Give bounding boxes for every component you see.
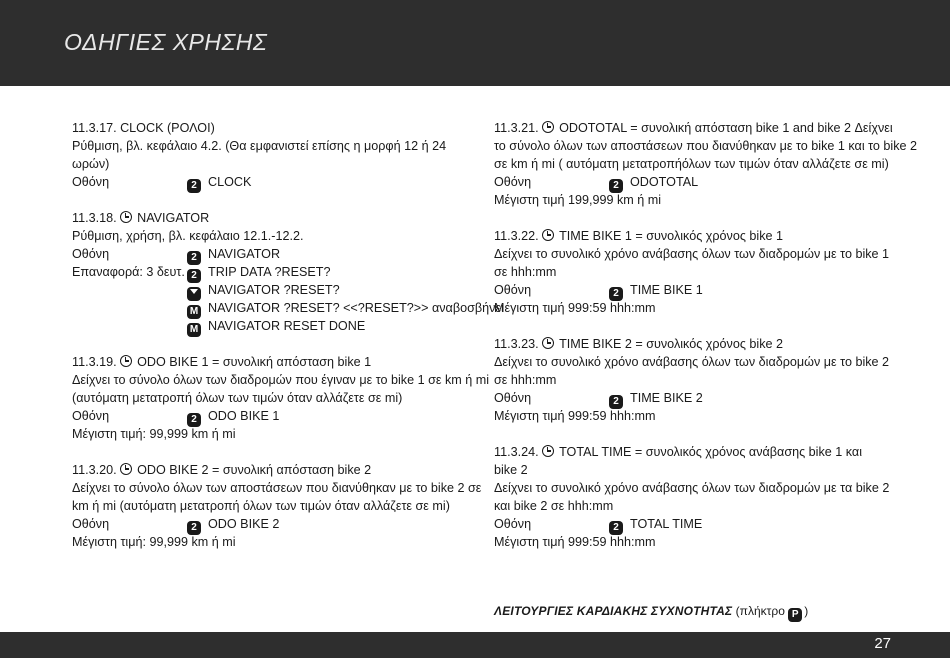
left-column [72,119,504,551]
screen-label: Οθόνη [72,409,110,423]
section-title [494,119,893,137]
section-name: ODOTOTAL = συνολική απόσταση bike 1 and bike 2 Δείχνει [559,121,893,135]
section-name: TOTAL TIME = συνολικός χρόνος ανάβασης bike 1 και [559,445,862,459]
max-value: Μέγιστη τιμή 199,999 km ή mi [494,193,662,207]
header-title: ΟΔΗΓΙΕΣ ΧΡΗΣΗΣ [64,29,268,55]
section-desc: Δείχνει το σύνολο όλων των αποστάσεων που διανύθηκαν με το bike 2 σε [72,481,482,495]
section-number: 11.3.21. [494,121,539,135]
section-number: 11.3.18. [72,211,117,225]
section-number: 11.3.24. [494,445,539,459]
p-button-icon: P [788,608,802,622]
button-2-icon: 2 [187,521,201,535]
screen-row [494,515,886,533]
screen-value: TOTAL TIME [630,517,703,531]
screen-row [72,245,470,263]
section-title [72,461,470,479]
key-prefix: (πλήκτρο [735,604,785,618]
screen-label: Οθόνη [72,247,110,261]
section-desc: Ρύθμιση, χρήση, βλ. κεφάλαιο 12.1.-12.2. [72,229,304,243]
screen-row [72,407,470,425]
section-desc: (αυτόματη μετατροπή όλων των τιμών όταν αλλάζετε σε mi) [72,391,403,405]
section-title [494,443,886,461]
section-name: ODO BIKE 1 = συνολική απόσταση bike 1 [137,355,372,369]
screen-row [72,515,470,533]
section-desc: το σύνολο όλων των αποστάσεων που διανύθηκαν με το bike 1 και το bike 2 [494,139,918,153]
button-2-icon: 2 [609,179,623,193]
screen-value: TIME BIKE 1 [630,283,703,297]
max-value: Μέγιστη τιμή: 99,999 km ή mi [72,535,236,549]
section-title: 11.3.17. CLOCK (ΡΟΛΟΙ) [72,121,215,135]
reset-step: TRIP DATA ?RESET? [208,265,331,279]
button-2-icon: 2 [187,269,201,283]
section-number: 11.3.19. [72,355,117,369]
section-desc: σε km ή mi ( αυτόματη μετατροπήόλων των τιμών όταν αλλάζετε σε mi) [494,157,889,171]
button-2-icon: 2 [609,395,623,409]
section-title [494,227,886,245]
reset-step: NAVIGATOR ?RESET? <<?RESET?>> αναβοσβήνει [208,301,504,315]
section-name: NAVIGATOR [137,211,210,225]
reset-row [72,317,470,335]
section-title [72,209,470,227]
button-2-icon: 2 [609,287,623,301]
screen-value: ODO BIKE 2 [208,517,280,531]
section-name-cont: bike 2 [494,463,528,477]
right-column [494,119,918,551]
max-value: Μέγιστη τιμή 999:59 hhh:mm [494,409,656,423]
page-header [0,0,950,86]
clock-icon [120,463,132,475]
page-footer [0,632,950,658]
section-desc: ωρών) [72,157,110,171]
screen-row [72,173,470,191]
reset-row [72,263,470,281]
heading-text: ΛΕΙΤΟΥΡΓΙΕΣ ΚΑΡΔΙΑΚΗΣ ΣΥΧΝΟΤΗΤΑΣ [494,604,733,618]
reset-row [72,299,504,317]
max-value: Μέγιστη τιμή 999:59 hhh:mm [494,301,656,315]
reset-step: NAVIGATOR RESET DONE [208,319,366,333]
reset-label: Επαναφορά: 3 δευτ. [72,265,185,279]
section-desc: Δείχνει το συνολικό χρόνο ανάβασης όλων των διαδρομών με το bike 1 [494,247,890,261]
section-number: 11.3.20. [72,463,117,477]
clock-icon [542,121,554,133]
max-value: Μέγιστη τιμή 999:59 hhh:mm [494,535,656,549]
section-desc: και bike 2 σε hhh:mm [494,499,614,513]
screen-label: Οθόνη [494,175,532,189]
button-2-icon: 2 [609,521,623,535]
section-name: TIME BIKE 2 = συνολικός χρόνος bike 2 [559,337,784,351]
section-title [72,353,470,371]
screen-value: ODOTOTAL [630,175,699,189]
reset-step: NAVIGATOR ?RESET? [208,283,340,297]
screen-value: ODO BIKE 1 [208,409,280,423]
m-button-icon: M [187,305,201,319]
clock-icon [542,229,554,241]
m-button-icon: M [187,323,201,337]
section-name: ODO BIKE 2 = συνολική απόσταση bike 2 [137,463,372,477]
screen-value: NAVIGATOR [208,247,281,261]
reset-row [72,281,470,299]
section-desc: km ή mi (αυτόματη μετατροπή όλων των τιμών όταν αλλάζετε σε mi) [72,499,450,513]
next-section-heading [494,604,808,622]
clock-icon [120,355,132,367]
screen-row [494,281,886,299]
screen-value: CLOCK [208,175,252,189]
section-desc: σε hhh:mm [494,373,557,387]
button-2-icon: 2 [187,179,201,193]
section-name: TIME BIKE 1 = συνολικός χρόνος bike 1 [559,229,784,243]
screen-value: TIME BIKE 2 [630,391,703,405]
max-value: Μέγιστη τιμή: 99,999 km ή mi [72,427,236,441]
section-title [494,335,886,353]
button-2-icon: 2 [187,413,201,427]
screen-row [494,389,886,407]
screen-row [494,173,886,191]
section-desc: Ρύθμιση, βλ. κεφάλαιο 4.2. (Θα εμφανιστεί επίσης η μορφή 12 ή 24 [72,139,447,153]
section-desc: Δείχνει το σύνολο όλων των διαδρομών που έγιναν με το bike 1 σε km ή mi [72,373,490,387]
section-number: 11.3.22. [494,229,539,243]
section-desc: Δείχνει το συνολικό χρόνο ανάβασης όλων των διαδρομών με τα bike 2 [494,481,890,495]
clock-icon [120,211,132,223]
screen-label: Οθόνη [494,283,532,297]
section-desc: Δείχνει το συνολικό χρόνο ανάβασης όλων των διαδρομών με το bike 2 [494,355,890,369]
page-number: 27 [874,635,891,652]
clock-icon [542,337,554,349]
section-number: 11.3.23. [494,337,539,351]
screen-label: Οθόνη [494,391,532,405]
section-desc: σε hhh:mm [494,265,557,279]
screen-label: Οθόνη [72,517,110,531]
clock-icon [542,445,554,457]
screen-label: Οθόνη [72,175,110,189]
screen-label: Οθόνη [494,517,532,531]
button-2-icon: 2 [187,251,201,265]
key-suffix: ) [804,604,809,618]
